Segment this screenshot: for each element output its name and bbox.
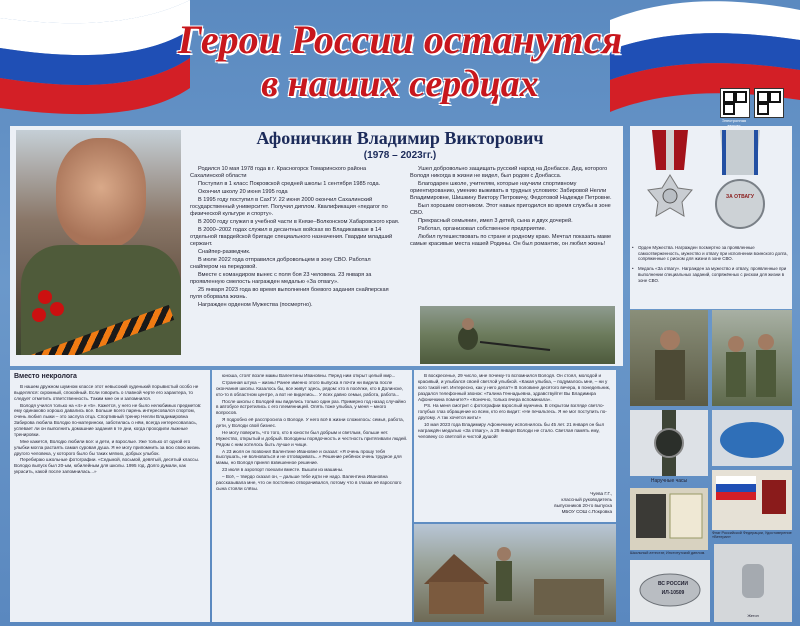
dogtag-caption: Жетон	[747, 614, 759, 618]
signature-line: МБОУ СОШ с.Покровка	[561, 508, 612, 514]
bio-right-column	[410, 166, 615, 249]
bio-paragraph: Вместе с командиром вынес с поля боя 23 человека. 23 января за проявленную смелость награжден медалью «За отвагу».	[190, 271, 372, 285]
soldier-photo-2	[712, 310, 792, 406]
diploma-caption: Школьный аттестат, Институтский диплом.	[630, 551, 706, 555]
bio-left-column	[190, 166, 400, 310]
obituary-paragraph: Мне кажется, Володю любили все: и дети, и взрослые. Уже только от одной его улыбки могла растаять самая суровая душа. Я не могу припомнить за всю свою жизнь другого человека, у которого было бы таких мягких, добрых улыбок.	[14, 438, 200, 456]
bio-paragraph: В июле 2022 года отправился добровольцем в зону СВО. Работал снайпером на передовой.	[190, 256, 371, 270]
village-photo	[414, 524, 616, 622]
obituary-paragraph: После школы с Володей мы виделись только один раз. Примерно год назад случайно в автобусе встретились с его племянницей. Опять тоже улыбка, у меня – много вопросов.	[216, 398, 406, 416]
dogtag-chain-photo	[714, 544, 792, 622]
flag-certificate-photo	[712, 470, 792, 530]
diploma-photo	[630, 488, 708, 550]
bio-paragraph: Снайпер-разведчик.	[198, 248, 251, 255]
obituary-heading: Вместо некролога	[14, 373, 77, 380]
bio-paragraph: В 1995 году поступил в СахГУ. 22 июня 2000 окончил Сахалинский государственный университет. Получил диплом. Квалификация «педагог по физической культуре и спорту».	[190, 196, 388, 217]
bio-paragraph: Работал, организовал собственное предприятие.	[418, 225, 547, 232]
obituary-paragraph: Странная штука – жизнь! Ранее именно этого выпуска я почти ни видела после окончания школы. Казалось бы, все живут здесь, рядом: кто в посёлке, кто в Долинске, кто-то в областном центре, а вот не виделись... У всех давно семьи, работа, работа...	[216, 379, 404, 397]
bio-paragraph: Поступил в 1 класс Покровской средней школы 1 сентября 1985 года.	[198, 180, 381, 187]
medal-inscription: ЗА ОТВАГУ	[726, 194, 754, 200]
obituary-paragraph: Перебираю школьные фотографии. «Седьмой, восьмой, девятый, десятый классы. Володю выпуск был 20-ым, юбилейным для школы. 1995 год. Долго думали, как украсить, какой после запомнилась...»	[14, 457, 200, 475]
obituary-paragraph: PS. На меня смотрит с фотографии взрослый мужчина. В открытом взгляде светло-голубых глаз обращение ко всем, кто его видит: «Не печальтесь. Я не мог поступить по-другому. А так хочется жить!»	[418, 403, 607, 421]
obituary-paragraph: 23 июля в аэропорт поехали вместе. Вышли из машины.	[222, 467, 344, 473]
qr-code-icon	[720, 88, 750, 118]
bio-paragraph: Любил путешествовать по стране и родному краю. Мечтал показать маме самые красивые места нашей Родины. Он был романтик, он любил жизнь!	[410, 233, 612, 247]
medal-description: • Медаль «За отвагу». Награжден за мужество и отвагу, проявленные при выполнении специальных заданий, сопряжённых с риском для жизни в зоне СВО.	[632, 266, 790, 283]
obituary-column-2	[212, 370, 412, 622]
bio-paragraph: Награжден орденом Мужества (посмертно).	[198, 301, 313, 308]
signature-line: классный руководитель	[561, 496, 612, 502]
hero-years: (1978 – 2023гг.)	[363, 150, 437, 161]
bio-paragraph: Окончил школу 20 июня 1995 года	[198, 188, 288, 195]
poster-title-line2: в наших сердцах	[261, 63, 539, 105]
obituary-paragraph: юноша, стоят возле мамы Валентины Ивановны. Перед ним открыт целый мир...	[222, 373, 396, 378]
soldier-photo-1	[630, 310, 708, 406]
wristwatch-photo	[630, 410, 708, 476]
dogtag-text-2: ИЛ-10509	[661, 590, 685, 596]
qr-code-icon	[754, 88, 784, 118]
hero-portrait	[16, 130, 181, 355]
beret-photo	[712, 410, 792, 466]
flag-caption: Флаг Российской Федерации, Удостоверение «Ветеран»	[712, 531, 792, 539]
dogtag-text-1: ВС РОССИИ	[658, 581, 688, 587]
signature-block	[524, 491, 612, 515]
obituary-column-1	[10, 370, 210, 622]
medals-legend	[632, 245, 790, 287]
medal-description: • Орден Мужества. Награжден посмертно за проявленные самоотверженность, мужество и отвагу при исполнении воинского долга, сопряженные с риском для жизни в зоне СВО.	[632, 245, 790, 262]
qr-caption: Электронная	[721, 118, 747, 123]
field-photo	[420, 306, 615, 364]
bio-paragraph: 25 января 2023 года во время выполнения боевого задания снайперская пуля оборвала жизнь.	[190, 286, 389, 300]
obituary-paragraph: В воскресенье, 29 число, мне почему-то вспомнился Володя. Он стоял, молодой и красивый, и улыбался своей светлой улыбкой. «Какая улыбка, – подумалось мне, – ни у кого такой нет. Интересно, как у него дела?» В половине десятого вечера, в понедельник, раздался телефонный звонок: «Галина Геннадьевна, здравствуйте! Вы Владимира Афоничкина помните?» «Конечно, только вчера вспоминала».	[418, 373, 611, 402]
obituary-paragraph: В нашем дружном шумном классе этот невысокий худенький порывистый особо не выделялся: скромный, спокойный. Если говорить о главной черте его характера, то следует отметить ответственность. Таким мне он и запомнился.	[14, 383, 199, 401]
obituary-paragraph: Не могу поверить, что того, кто в юности был добрым и светлым, больше нет. Мужество, открытый и добрый. Володины порядочность и честность притягивали людей. Рядом с ним хотелось быть лучше и чище.	[216, 429, 408, 447]
bio-paragraph: Родился 10 мая 1978 года в г. Красногорск Томаринского района Сахалинской области	[190, 166, 367, 179]
bio-paragraph: В 2000–2002 годах служил в десантных войсках во Владикавказе в 14 отдельной гвардейской бригаде специального назначения. Гвардии младший сержант.	[190, 226, 393, 247]
obituary-paragraph: – Всё, – твердо сказал он, – дальше тебе идти не надо. Валентина Ивановна рассказывала мне, что он постоянно отворачивался, потому что в глазах её взрослого сына стояли слёзы.	[216, 474, 402, 491]
obituary-paragraph: Володя учился только на «4» и «5». Кажется, у него не было нелюбимых предметов: ему одинаково хорошо давались все. Больше всего парень интересовался спортом, очень любил лыжи – это заслуга отца. Спортивный тренер Нелли Владимировна Забирова любила Володю по-матерински, заботилась о нём, всегда интересовалась, успевает ли он выполнить домашние задания в те дни, когда проходили лыжные тренировки.	[14, 402, 202, 437]
bio-paragraph: Ушел добровольно защищать русский народ на Донбассе. Дед, которого Володя никогда в жизни не видел, был родом с Донбасса.	[410, 166, 608, 179]
signature-line: Чуева Г.Г.,	[590, 491, 612, 496]
bio-paragraph: Прекрасный семьянин, имел 3 детей, сына и двух дочерей.	[418, 217, 573, 224]
watch-caption: Наручные часы	[650, 478, 688, 484]
hero-name: Афоничкин Владимир Викторович	[256, 128, 544, 148]
obituary-paragraph: 10 мая 2023 года Владимиру Афоничкину исполнилось бы 45 лет. 21 января он был награждён медалью «За отвагу», а 25 января Володи не стало. Светлая память ему, человеку со светлой и чистой душой!	[418, 422, 605, 439]
poster-title-line1: Герои России останутся	[177, 17, 623, 62]
bio-paragraph: В 2000 году служил в учебной части в Князе–Волконском Хабаровского края.	[198, 218, 400, 225]
signature-line: выпускников 20-го выпуска	[554, 502, 612, 508]
obituary-paragraph: Я подробно её расспросила о Володе. У него всё в жизни сложилось: семья, работа, дети, у Володи свой бизнес.	[216, 417, 404, 428]
obituary-paragraph: А 23 июля он позвонил Валентине Ивановне и сказал: «Я очень прошу тебя выслушать, не волноваться и не отговаривать...» Решение ребёнок очень трудное для мамы, но Володя принял взвешенное решение.	[216, 448, 402, 466]
order-of-courage-icon	[640, 130, 700, 240]
medal-for-courage-icon	[712, 130, 768, 240]
bio-paragraph: Благодарен школе, учителям, которые научили спортивному ориентированию, умению выживать в трудных условиях: Забировой Нелли Владимировне, Шишкину Виктору Петровичу, Федотовой Надежде Петровне.	[410, 180, 612, 201]
bio-paragraph: Был хорошим охотником. Этот навык пригодился во время службы в зоне СВО.	[410, 202, 611, 216]
